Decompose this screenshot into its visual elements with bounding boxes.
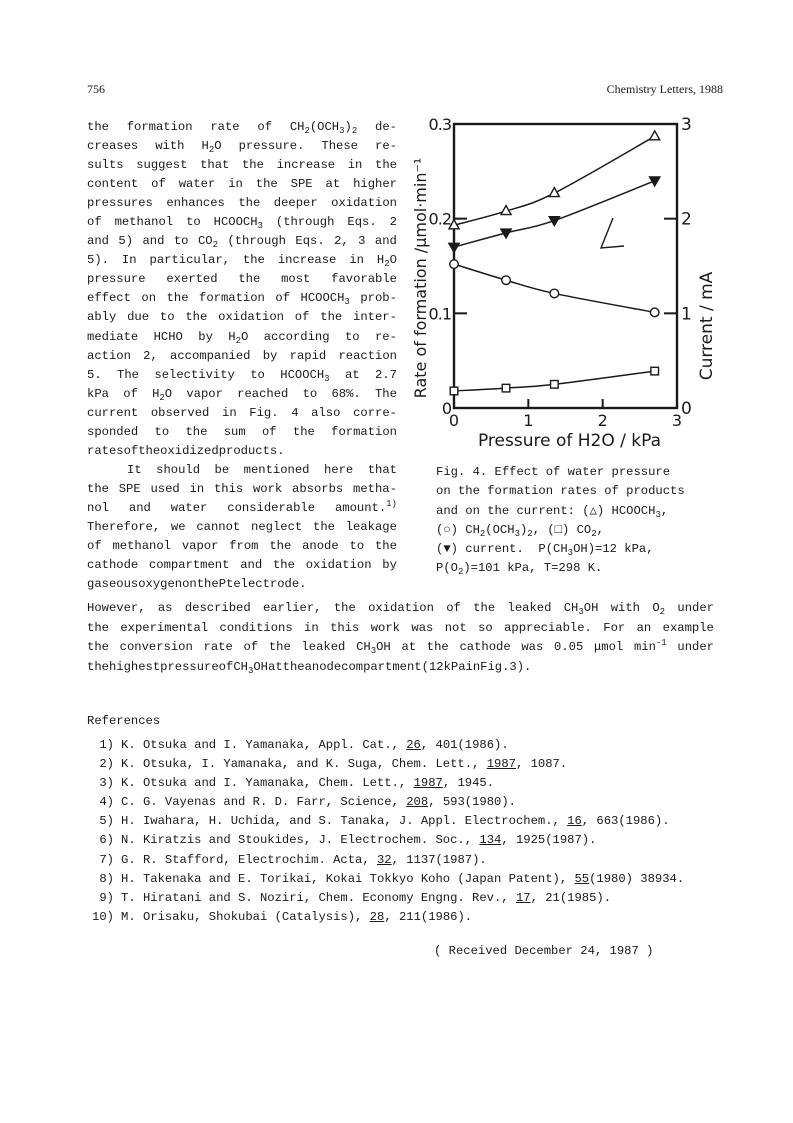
text-line: content of water in the SPE at higher (87, 177, 397, 192)
text-line: pressure exerted the most favorable (87, 272, 397, 287)
data-point-co2 (651, 367, 659, 375)
reference-item: 3) K. Otsuka and I. Yamanaka, Chem. Lett., 1987, 1945. (87, 774, 727, 793)
y-left-axis-label: Rate of formation /μmol·min⁻¹ (411, 157, 430, 399)
text-line: current observed in Fig. 4 also corre- (87, 405, 397, 420)
series-line (454, 264, 655, 312)
y-right-tick-label: 1 (681, 304, 692, 325)
y-left-tick-label: 0.1 (428, 304, 451, 324)
data-point-co2 (551, 381, 559, 389)
body-text-full-width (87, 599, 714, 677)
reference-item: 7) G. R. Stafford, Electrochim. Acta, 32, 1137(1987). (87, 851, 727, 870)
journal-header: Chemistry Letters, 1988 (606, 82, 723, 96)
series-line (454, 136, 655, 225)
caption-line: $P(O_2)=101$ kPa, T=298 K. (436, 561, 603, 578)
annotation-arrow (601, 218, 624, 248)
text-line: creases with $H_2O$ pressure. These re- (87, 139, 397, 156)
reference-number: 5) (99, 814, 114, 829)
reference-number: 1) (99, 738, 114, 752)
y-right-tick-label: 3 (681, 115, 692, 135)
text-line: of methanol vapor from the anode to the (87, 539, 397, 554)
reference-item: 6) N. Kiratzis and Stoukides, J. Electrochem. Soc., 134, 1925(1987). (87, 831, 727, 850)
reference-number: 7) (99, 852, 114, 867)
reference-item: 1) K. Otsuka and I. Yamanaka, Appl. Cat., 26, 401(1986). (87, 736, 727, 755)
text-line: effect on the formation of $HCOOCH_3$ prob- (87, 291, 397, 308)
data-point-co2 (502, 384, 510, 392)
y-right-tick-label: 2 (681, 209, 692, 230)
y-left-tick-label: 0 (441, 399, 451, 418)
reference-number: 2) (99, 757, 114, 772)
figure-caption (436, 463, 716, 579)
reference-item: 8) H. Takenaka and E. Torikai, Kokai Tokkyo Koho (Japan Patent), 55(1980) 38934. (87, 870, 727, 889)
text-line: the SPE used in this work absorbs metha- (87, 481, 397, 496)
text-line: and 5) and to $CO_2$ (through Eqs. 2, 3 and (87, 234, 397, 251)
text-line: mediate HCHO by $H_2O$ according to re- (87, 329, 397, 346)
text-line: cathode compartment and the oxidation by (87, 558, 397, 573)
received-date: ( Received December 24, 1987 ) (434, 944, 654, 958)
text-line: nol and water considerable amount.$^{1)}$ (87, 498, 397, 515)
reference-number: 9) (99, 890, 114, 905)
text-line: pressures enhances the deeper oxidation (87, 196, 397, 211)
text-line: of methanol to $HCOOCH_3$ (through Eqs. 2 (87, 215, 397, 232)
caption-line: and on the current: (△) $HCOOCH_3$, (436, 503, 669, 520)
reference-item: 5) H. Iwahara, H. Uchida, and S. Tanaka, J. Appl. Electrochem., 16, 663(1986). (87, 812, 727, 831)
y-right-tick-label: 0 (681, 399, 692, 419)
caption-line: Fig. 4. Effect of water pressure (436, 465, 671, 479)
data-point-hcooch3 (650, 131, 660, 140)
text-line: gaseous oxygen on the Pt electrode. (87, 577, 307, 592)
reference-item: 4) C. G. Vayenas and R. D. Farr, Science, 208, 593(1980). (87, 793, 727, 812)
references-title: References (87, 714, 161, 728)
text-line: the experimental conditions in this work was not so appreciable. For an example (87, 620, 714, 635)
reference-number: 4) (99, 795, 114, 810)
data-point-co2 (450, 387, 458, 395)
text-line: However, as described earlier, the oxidation of the leaked $CH_3OH$ with $O_2$ under (87, 601, 714, 617)
data-point-current (449, 243, 460, 253)
text-line: rates of the oxidized products. (87, 443, 285, 458)
y-left-tick-label: 0.3 (428, 115, 451, 134)
plot-frame (454, 124, 677, 408)
caption-line: on the formation rates of products (436, 484, 685, 499)
text-line: It should be mentioned here that (127, 462, 397, 477)
reference-number: 3) (99, 776, 114, 791)
data-point-ch2och32 (502, 276, 511, 285)
text-line: Therefore, we cannot neglect the leakage (87, 519, 397, 534)
page-number: 756 (87, 82, 105, 96)
reference-number: 8) (99, 871, 114, 886)
text-line: 5). In particular, the increase in $H_2O$ (87, 253, 397, 270)
text-line: the conversion rate of the leaked $CH_3OH$ at the cathode was 0.05 μmol $\min^{-1}$ under (87, 638, 714, 656)
data-point-ch2och32 (550, 289, 559, 298)
x-tick-label: 0 (448, 411, 460, 430)
x-axis-label: Pressure of H2O / kPa (477, 431, 662, 451)
caption-line: (○) $CH_2(OCH_3)_2$, (□) $CO_2$, (436, 522, 604, 539)
text-line: sults suggest that the increase in the (87, 158, 397, 173)
text-line: action 2, accompanied by rapid reaction (87, 348, 397, 363)
x-tick-label: 2 (597, 411, 608, 430)
text-line: the formation rate of $CH_2(OCH_3)_2$ de- (87, 120, 397, 136)
y-right-axis-label: Current / mA (697, 271, 717, 381)
data-point-ch2och32 (450, 260, 459, 269)
text-line: the highest pressure of $CH_3OH$ at the anode compartment (12kPa in Fig. 3). (87, 659, 532, 676)
reference-item: 2) K. Otsuka, I. Yamanaka, and K. Suga, Chem. Lett., 1987, 1087. (87, 755, 727, 774)
caption-line: (▼) current. $P(CH_3OH)=12$ kPa, (436, 542, 654, 559)
text-line: ably due to the oxidation of the inter- (87, 310, 397, 325)
reference-number: 6) (99, 833, 114, 848)
data-point-ch2och32 (650, 308, 659, 317)
x-tick-label: 1 (523, 411, 534, 430)
references-list (87, 736, 727, 927)
text-line: 5. The selectivity to $HCOOCH_3$ at 2.7 (87, 367, 397, 384)
x-tick-label: 3 (671, 411, 683, 430)
text-line: sponded to the sum of the formation (87, 424, 397, 439)
reference-item: 9) T. Hiratani and S. Noziri, Chem. Economy Engng. Rev., 17, 21(1985). (87, 889, 727, 908)
reference-number: 10) (92, 909, 114, 924)
y-left-tick-label: 0.2 (428, 209, 451, 229)
text-line: kPa of $H_2O$ vapor reached to 68%. The (87, 386, 397, 403)
references-section (87, 714, 727, 927)
reference-item: 10) M. Orisaku, Shokubai (Catalysis), 28, 211(1986). (87, 908, 727, 927)
